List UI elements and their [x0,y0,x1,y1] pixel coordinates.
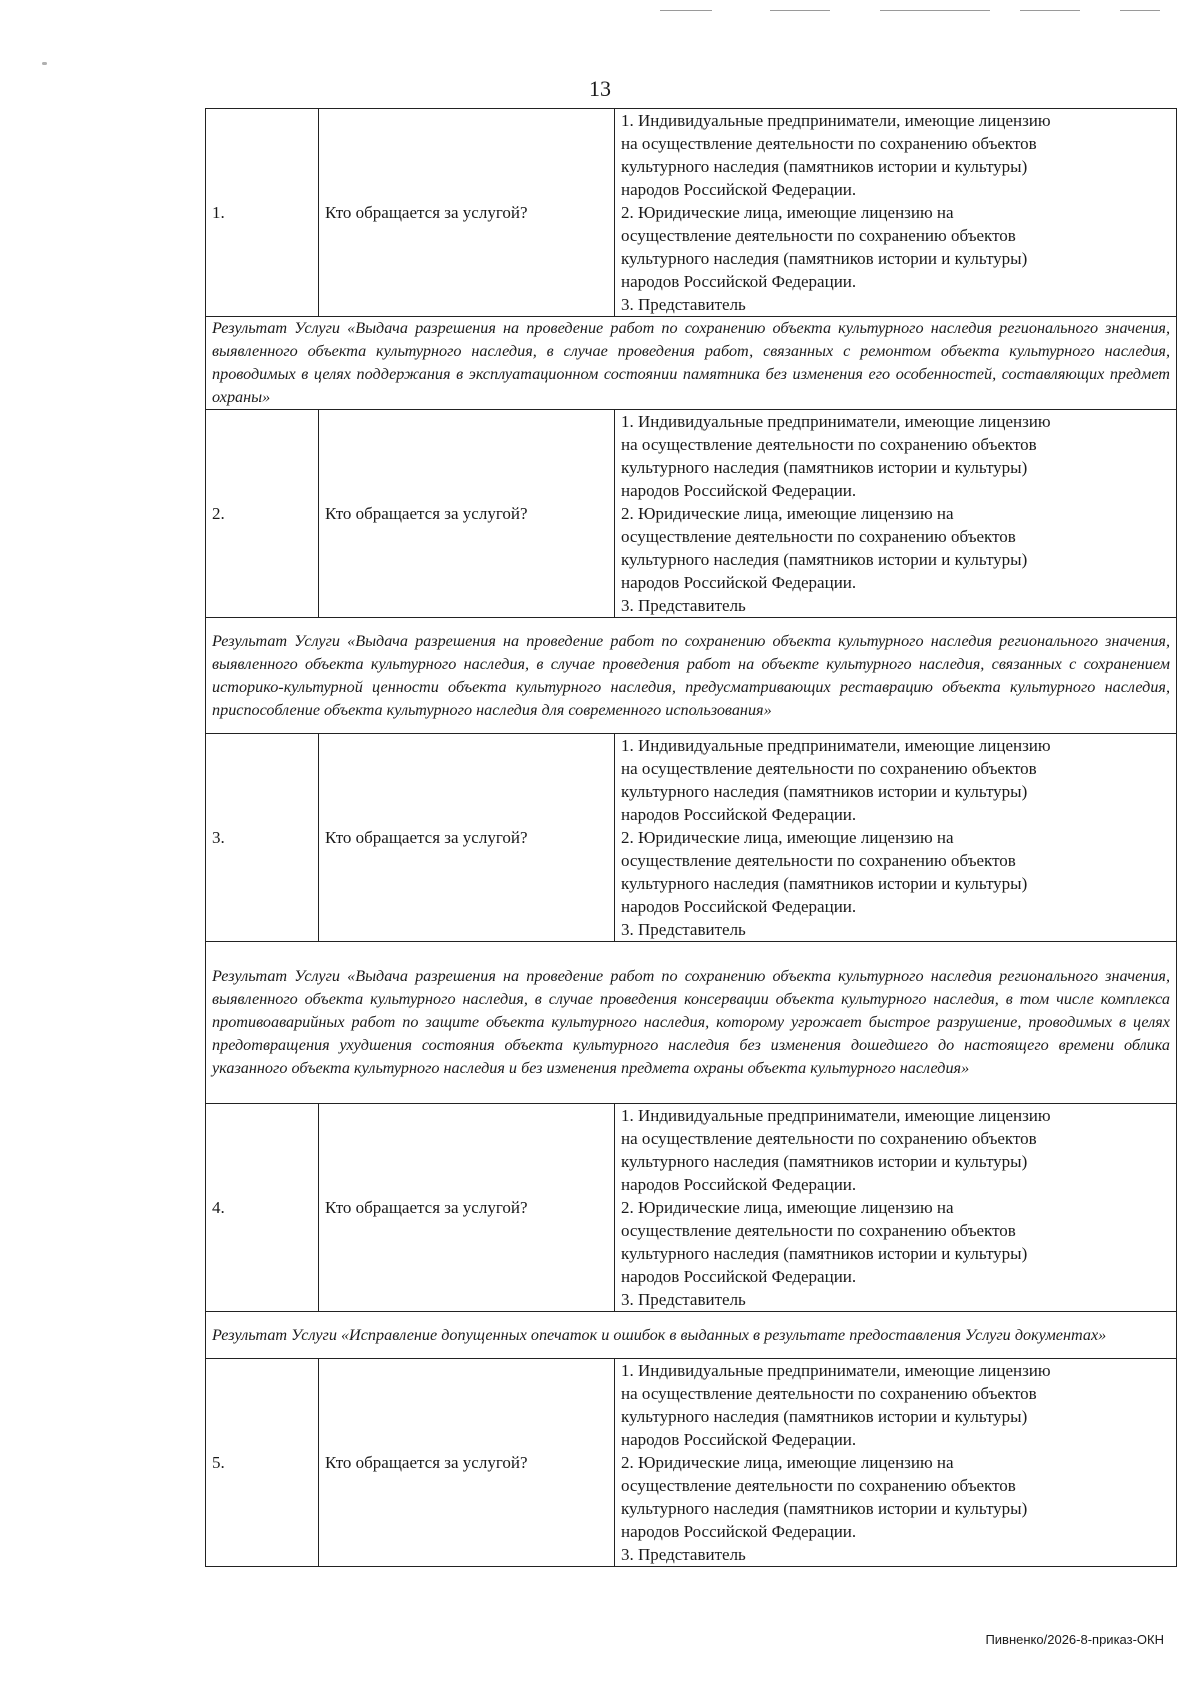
table-row [206,109,1177,317]
document-code: Пивненко/2026-8-приказ-ОКН [985,1632,1164,1647]
answer-line: осуществление деятельности по сохранению объектов [621,851,1016,870]
answer-line: народов Российской Федерации. [621,1430,857,1449]
answer-line: 1. Индивидуальные предприниматели, имеющие лицензию [621,1361,1051,1380]
answer-line: 1. Индивидуальные предприниматели, имеющие лицензию [621,736,1051,755]
result-row [206,1312,1177,1359]
table-row [206,734,1177,942]
answer-line: 3. Представитель [621,596,746,615]
row-number: 3. [206,734,319,942]
answer-line: культурного наследия (памятников истории и культуры) [621,550,1028,569]
answer-line: культурного наследия (памятников истории и культуры) [621,874,1028,893]
answer-line: культурного наследия (памятников истории и культуры) [621,782,1028,801]
answer-line: 2. Юридические лица, имеющие лицензию на [621,1453,954,1472]
answer-line: народов Российской Федерации. [621,272,857,291]
result-text: Результат Услуги «Исправление допущенных опечаток и ошибок в выданных в результате предоставления Услуги документах» [206,1312,1177,1359]
row-question: Кто обращается за услугой? [319,1359,615,1567]
answer-line: на осуществление деятельности по сохранению объектов [621,759,1037,778]
answer-line: 1. Индивидуальные предприниматели, имеющие лицензию [621,412,1051,431]
answer-line: культурного наследия (памятников истории и культуры) [621,1499,1028,1518]
row-number: 1. [206,109,319,317]
answer-line: народов Российской Федерации. [621,1522,857,1541]
table-row [206,410,1177,618]
answer-line: народов Российской Федерации. [621,897,857,916]
answer-line: 2. Юридические лица, имеющие лицензию на [621,203,954,222]
result-row [206,618,1177,734]
answer-line: осуществление деятельности по сохранению объектов [621,1476,1016,1495]
answer-line: культурного наследия (памятников истории и культуры) [621,1244,1028,1263]
answer-line: на осуществление деятельности по сохранению объектов [621,134,1037,153]
row-number: 4. [206,1104,319,1312]
answer-line: 1. Индивидуальные предприниматели, имеющие лицензию [621,111,1051,130]
answer-line: 2. Юридические лица, имеющие лицензию на [621,828,954,847]
answer-line: осуществление деятельности по сохранению объектов [621,226,1016,245]
row-number: 5. [206,1359,319,1567]
answer-line: 1. Индивидуальные предприниматели, имеющие лицензию [621,1106,1051,1125]
row-answer [615,734,1177,942]
answer-line: культурного наследия (памятников истории и культуры) [621,249,1028,268]
row-answer [615,1104,1177,1312]
page-number: 13 [589,76,611,101]
row-question: Кто обращается за услугой? [319,1104,615,1312]
answer-line: 3. Представитель [621,920,746,939]
answer-line: культурного наследия (памятников истории и культуры) [621,1152,1028,1171]
answer-line: культурного наследия (памятников истории и культуры) [621,458,1028,477]
answer-line: 2. Юридические лица, имеющие лицензию на [621,1198,954,1217]
row-answer [615,109,1177,317]
service-table [205,108,1177,1567]
answer-line: народов Российской Федерации. [621,180,857,199]
answer-line: народов Российской Федерации. [621,805,857,824]
answer-line: 3. Представитель [621,1290,746,1309]
answer-line: 2. Юридические лица, имеющие лицензию на [621,504,954,523]
answer-line: осуществление деятельности по сохранению объектов [621,527,1016,546]
result-row [206,317,1177,410]
row-answer [615,410,1177,618]
answer-line: народов Российской Федерации. [621,481,857,500]
row-number: 2. [206,410,319,618]
scan-speck [42,62,47,65]
answer-line: народов Российской Федерации. [621,573,857,592]
answer-line: на осуществление деятельности по сохранению объектов [621,1129,1037,1148]
answer-line: на осуществление деятельности по сохранению объектов [621,1384,1037,1403]
row-answer [615,1359,1177,1567]
result-row [206,942,1177,1104]
answer-line: народов Российской Федерации. [621,1267,857,1286]
service-table-body [206,109,1177,1567]
answer-line: культурного наследия (памятников истории и культуры) [621,157,1028,176]
row-question: Кто обращается за услугой? [319,109,615,317]
table-row [206,1104,1177,1312]
answer-line: 3. Представитель [621,1545,746,1564]
answer-line: 3. Представитель [621,295,746,314]
scan-artifacts [660,10,1180,12]
result-text: Результат Услуги «Выдача разрешения на проведение работ по сохранению объекта культурного наследия регионального значения, выявленного объекта культурного наследия, в случае проведения консервации объекта культурного наследия, в том числе комплекса противоаварийных работ по защите объекта культурного наследия, которому угрожает быстрое разрушение, проводимых в целях предотвращения ухудшения состояния объекта культурного наследия без изменения дошедшего до настоящего времени облика указанного объекта культурного наследия и без изменения предмета охраны объекта культурного наследия» [206,942,1177,1104]
result-text: Результат Услуги «Выдача разрешения на проведение работ по сохранению объекта культурного наследия регионального значения, выявленного объекта культурного наследия, в случае проведения работ, связанных с ремонтом объекта культурного наследия, проводимых в целях поддержания в эксплуатационном состоянии памятника без изменения его особенностей, составляющих предмет охраны» [206,317,1177,410]
row-question: Кто обращается за услугой? [319,734,615,942]
answer-line: осуществление деятельности по сохранению объектов [621,1221,1016,1240]
table-row [206,1359,1177,1567]
answer-line: культурного наследия (памятников истории и культуры) [621,1407,1028,1426]
answer-line: народов Российской Федерации. [621,1175,857,1194]
row-question: Кто обращается за услугой? [319,410,615,618]
result-text: Результат Услуги «Выдача разрешения на проведение работ по сохранению объекта культурного наследия регионального значения, выявленного объекта культурного наследия, в случае проведения работ на объекте культурного наследия, связанных с сохранением историко-культурной ценности объекта культурного наследия, предусматривающих реставрацию объекта культурного наследия, приспособление объекта культурного наследия для современного использования» [206,618,1177,734]
answer-line: на осуществление деятельности по сохранению объектов [621,435,1037,454]
